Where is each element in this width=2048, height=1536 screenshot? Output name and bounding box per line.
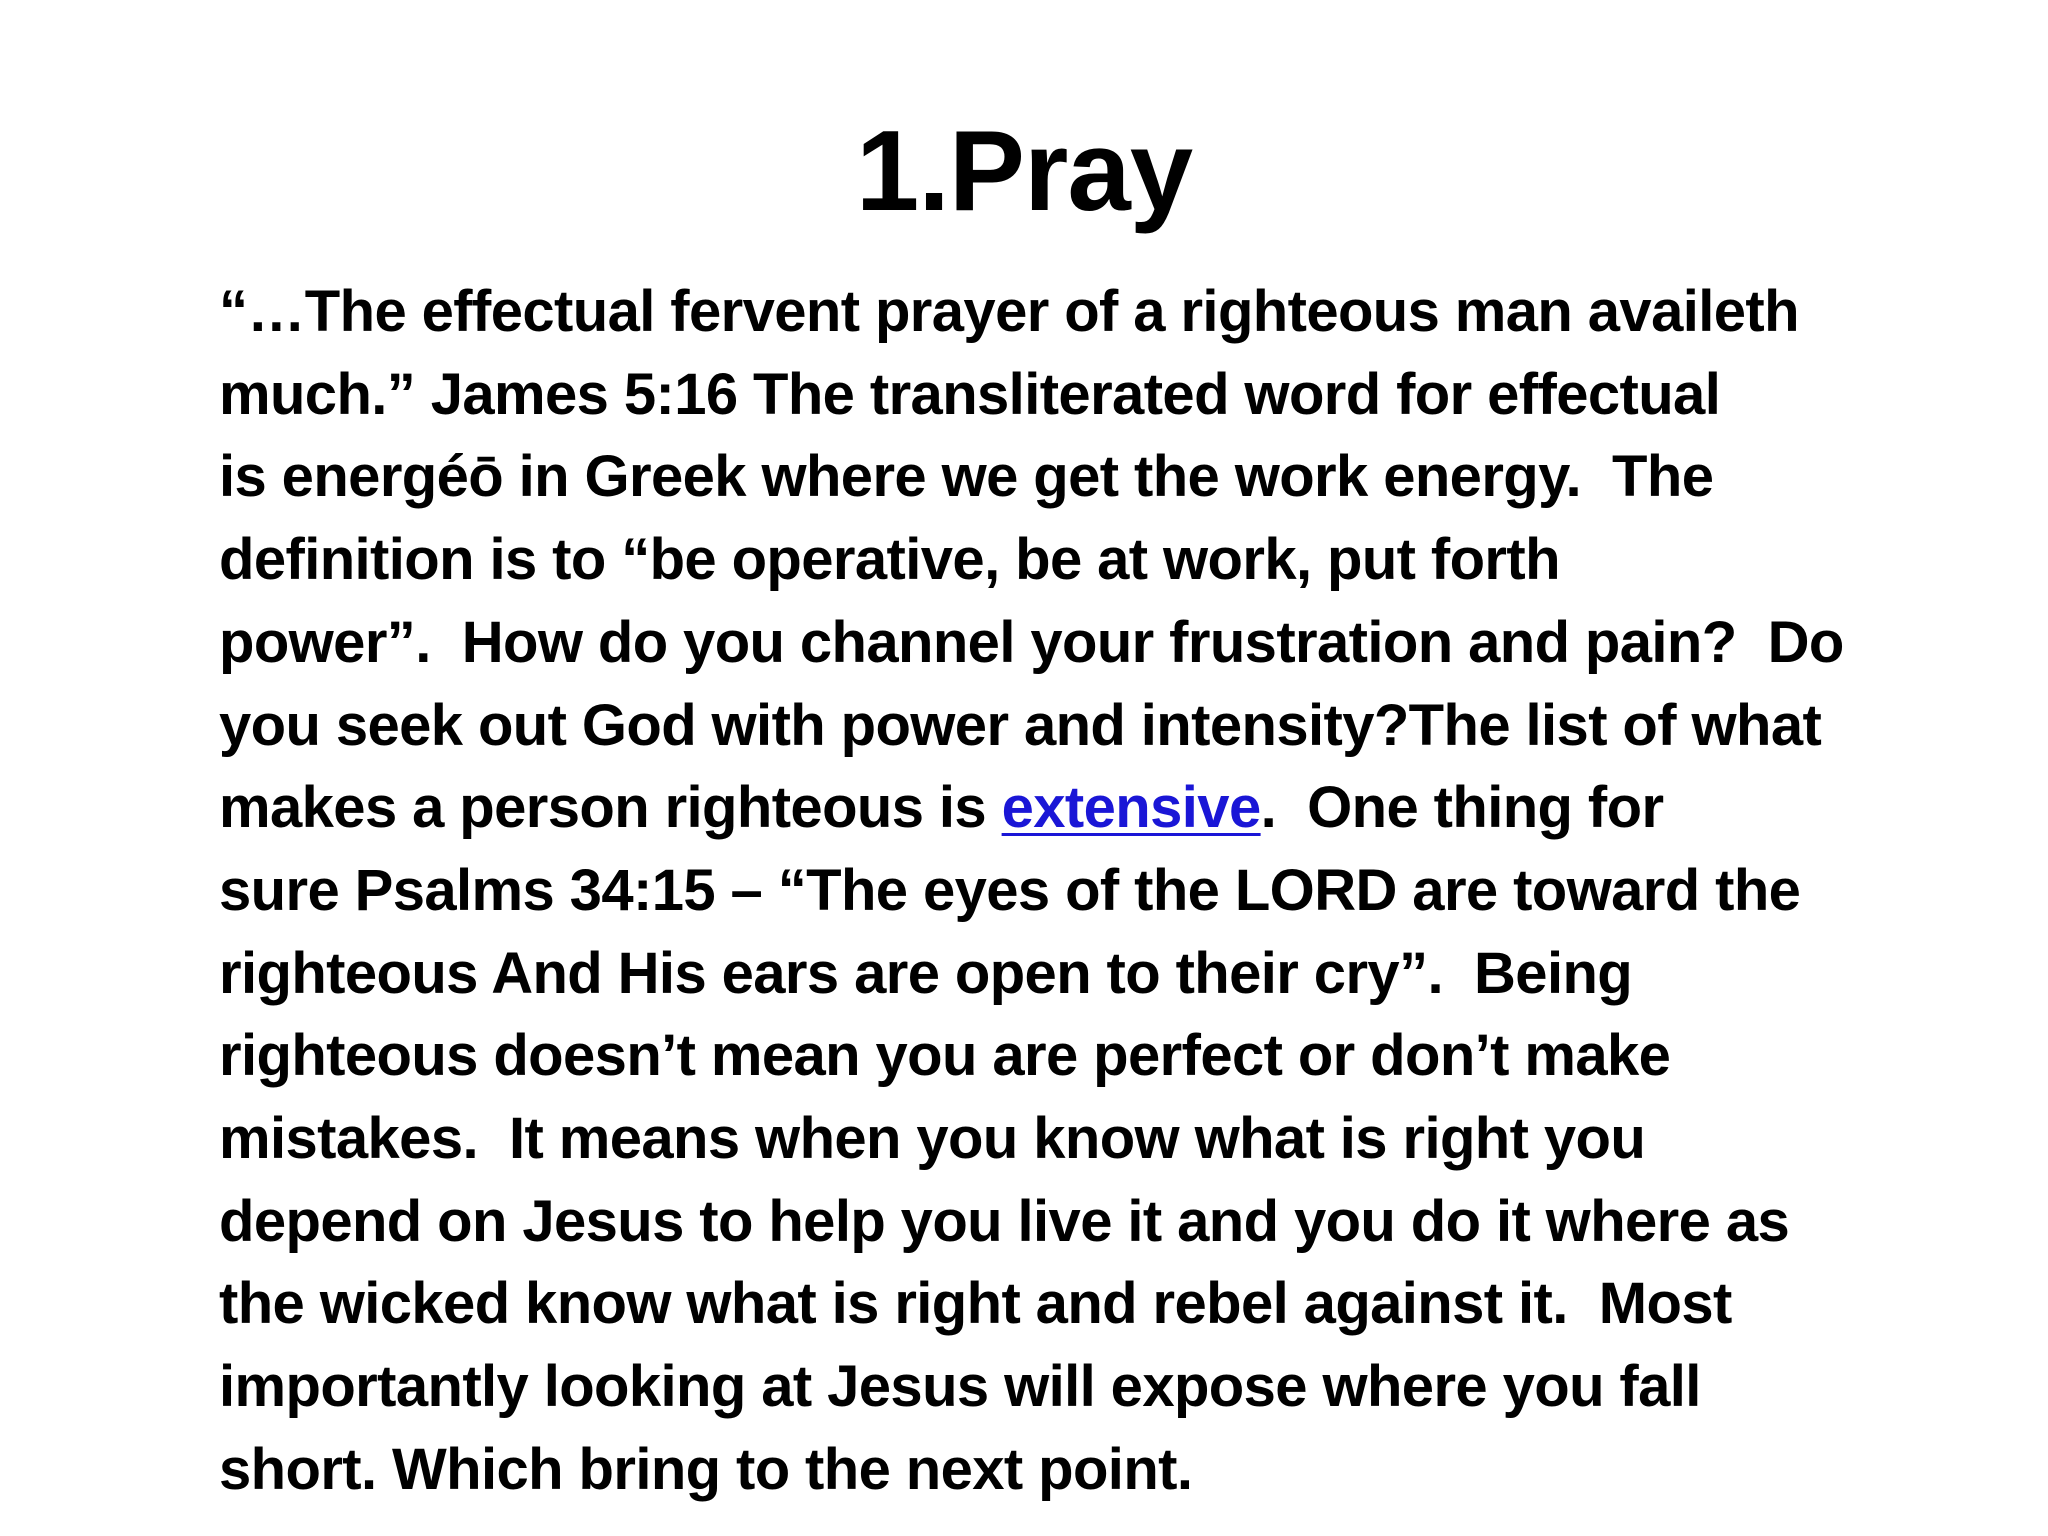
body-line: power”. How do you channel your frustration and pain? Do — [219, 609, 1844, 675]
body-line: much.” James 5:16 The transliterated word for effectual — [219, 361, 1721, 427]
body-line: sure Psalms 34:15 – “The eyes of the LORD are toward the — [219, 857, 1801, 923]
slide-body — [219, 271, 1999, 1512]
body-line: short. Which bring to the next point. — [219, 1436, 1193, 1502]
body-line: depend on Jesus to help you live it and you do it where as — [219, 1188, 1790, 1254]
body-line: righteous doesn’t mean you are perfect or don’t make — [219, 1023, 1671, 1089]
body-line-text: . One thing for — [1260, 775, 1664, 841]
body-line: definition is to “be operative, be at work, put forth — [219, 527, 1560, 593]
body-line: importantly looking at Jesus will expose where you fall — [219, 1354, 1701, 1420]
extensive-link[interactable]: extensive — [1001, 775, 1261, 841]
body-line-text: makes a person righteous is — [219, 775, 1002, 841]
body-line: you seek out God with power and intensity?The list of what — [219, 692, 1822, 758]
body-line: “…The effectual fervent prayer of a righteous man availeth — [219, 279, 1799, 344]
body-line: is energéō in Greek where we get the work energy. The — [219, 444, 1714, 510]
body-line: righteous And His ears are open to their cry”. Being — [219, 940, 1633, 1006]
body-line: mistakes. It means when you know what is right you — [219, 1106, 1646, 1172]
body-line-with-link — [219, 767, 1999, 850]
body-line: the wicked know what is right and rebel against it. Most — [219, 1271, 1732, 1337]
slide-title: 1.Pray — [855, 108, 1193, 235]
